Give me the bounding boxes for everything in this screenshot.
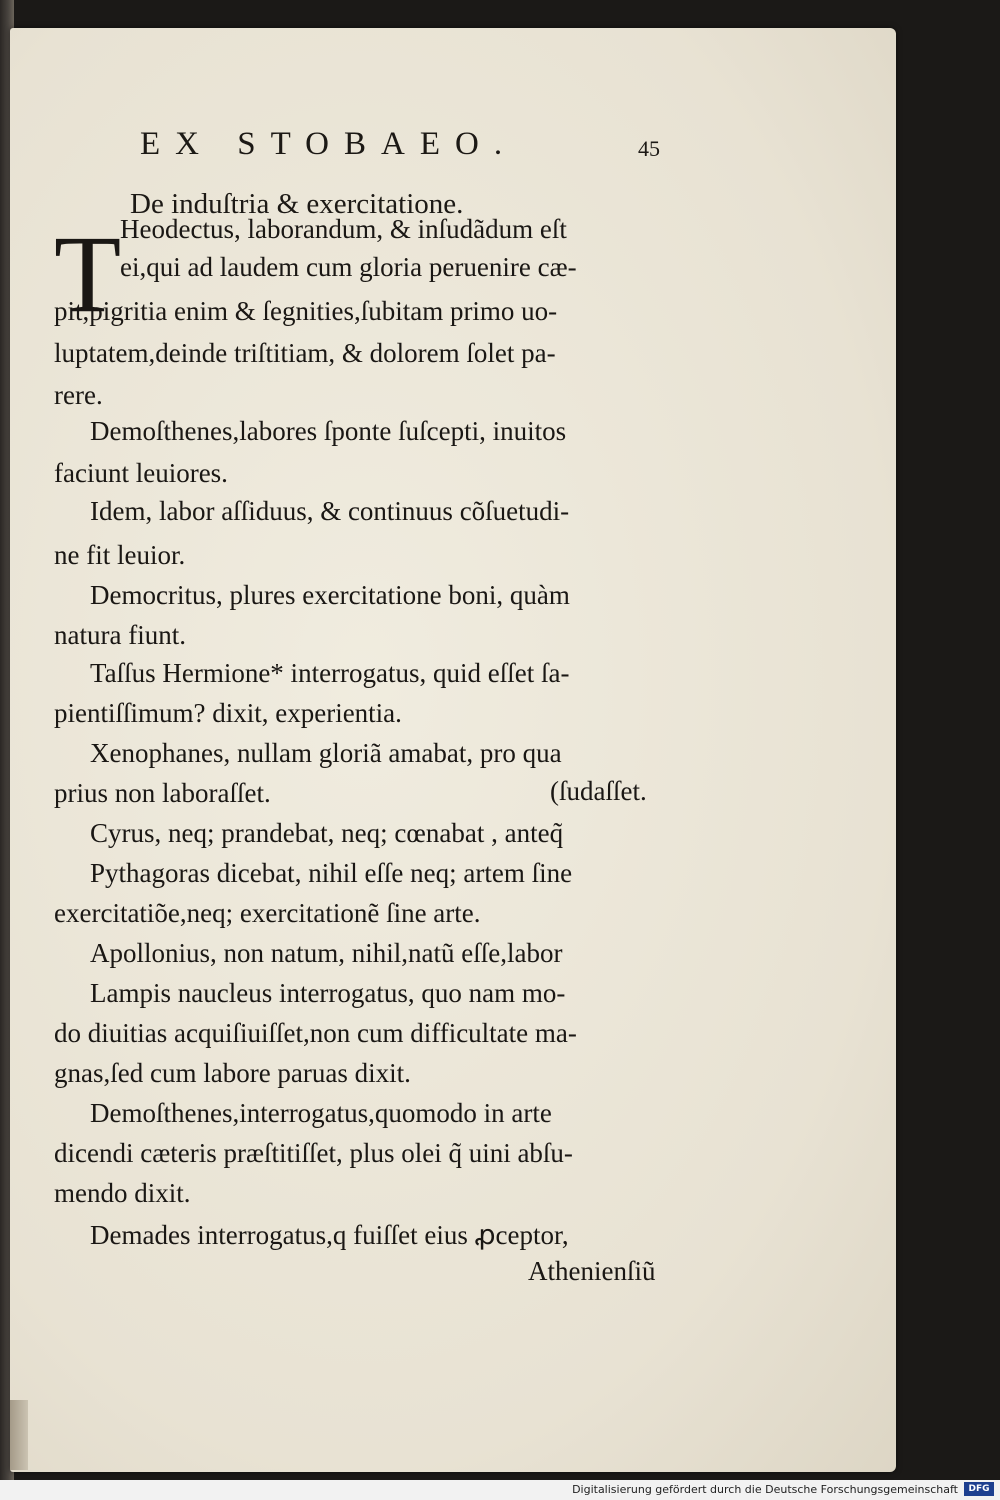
catchword: Athenienſiũ [528, 1256, 656, 1286]
text-line: Xenophanes, nullam gloriã amabat, pro qua [90, 738, 562, 768]
text-line: prius non laboraſſet. [54, 778, 271, 808]
book-page [10, 28, 896, 1472]
text-line: Idem, labor aſſiduus, & continuus cõſuetudi- [90, 496, 570, 526]
text-line: ei,qui ad laudem cum gloria peruenire cæ- [120, 252, 577, 282]
text-line: luptatem,deinde triſtitiam, & dolorem ſolet pa- [54, 338, 556, 368]
text-line: Taſſus Hermione* interrogatus, quid eſſet ſa- [90, 658, 570, 688]
drop-cap: T [54, 213, 122, 335]
text-line: rere. [54, 380, 103, 410]
text-line: Apollonius, non natum, nihil,natũ eſſe,labor [90, 938, 563, 968]
text-line: gnas,ſed cum labore paruas dixit. [54, 1058, 411, 1088]
text-line: Demoſthenes,labores ſponte ſuſcepti, inuitos [90, 416, 567, 446]
section-title: De induſtria & exercitatione. [130, 188, 464, 220]
binding-edge [10, 1400, 28, 1470]
dfg-logo: DFG [964, 1482, 994, 1496]
text-line: Lampis naucleus interrogatus, quo nam mo- [90, 978, 566, 1008]
text-line: exercitatiõe,neq; exercitationẽ ſine arte. [54, 898, 481, 928]
text-line: dicendi cæteris præſtitiſſet, plus olei q̃ uini abſu- [54, 1138, 573, 1168]
text-line: mendo dixit. [54, 1178, 191, 1208]
footer-bar [0, 1480, 1000, 1500]
text-line: Democritus, plures exercitatione boni, quàm [90, 580, 570, 610]
text-line: faciunt leuiores. [54, 458, 228, 488]
text-line: Pythagoras dicebat, nihil eſſe neq; artem ſine [90, 858, 573, 888]
text-line: Demoſthenes,interrogatus,quomodo in arte [90, 1098, 552, 1128]
running-header: EX STOBAEO. [140, 126, 518, 162]
text-line: do diuitias acquiſiuiſſet,non cum difficultate ma- [54, 1018, 577, 1048]
page-number: 45 [638, 136, 660, 161]
text-line: ne fit leuior. [54, 540, 186, 570]
text-line: Demades interrogatus,q fuiſſet eius ꝓceptor, [90, 1220, 569, 1250]
marginal-continuation: (ſudaſſet. [550, 776, 647, 806]
text-line: Heodectus, laborandum, & inſudãdum eſt [120, 214, 567, 244]
text-line: natura fiunt. [54, 620, 186, 650]
text-line: pientiſſimum? dixit, experientia. [54, 698, 402, 728]
text-line: Cyrus, neq; prandebat, neq; cœnabat , anteq̃ [90, 818, 564, 848]
footer-credit: Digitalisierung gefördert durch die Deutsche Forschungsgemeinschaft [572, 1483, 958, 1496]
text-line: pit,pigritia enim & ſegnities,ſubitam primo uo- [54, 296, 558, 326]
